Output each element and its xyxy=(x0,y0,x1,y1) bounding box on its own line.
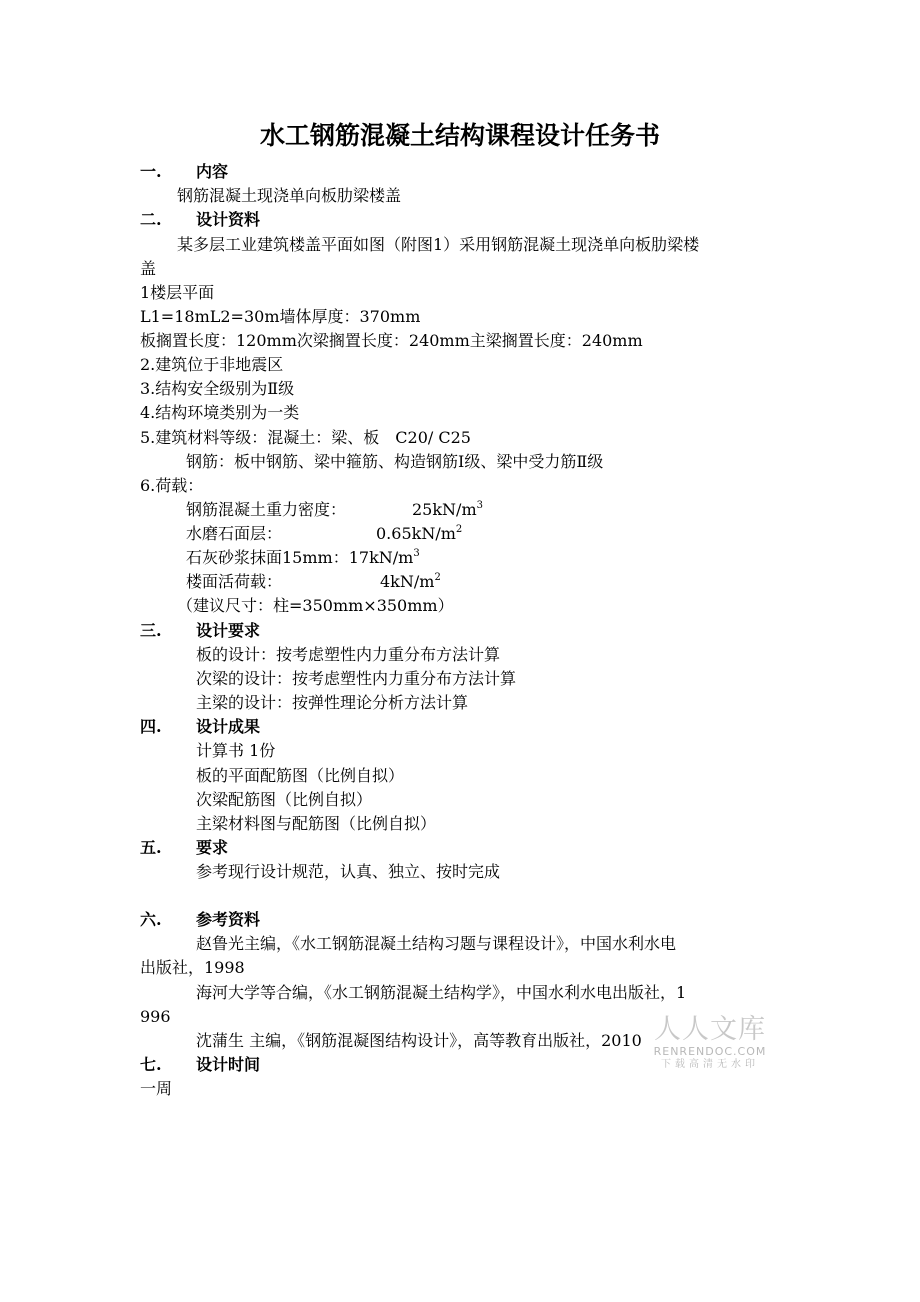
section-3-item: 次梁的设计：按考虑塑性内力重分布方法计算 xyxy=(196,669,517,688)
section-7-heading: 七. 设计时间 xyxy=(140,1055,261,1074)
load-3: 石灰砂浆抹面15mm：$17kN/m^3$ xyxy=(186,547,420,567)
section-4-item: 次梁配筋图（比例自拟） xyxy=(196,790,373,809)
watermark xyxy=(648,1015,772,1072)
section-2-heading: 二. 设计资料 xyxy=(140,210,261,229)
item-4: 4.结构环境类别为一类 xyxy=(140,403,300,422)
section-4-item: 板的平面配筋图（比例自拟） xyxy=(196,766,405,785)
reference-3: 沈蒲生 主编，《钢筋混凝图结构设计》，高等教育出版社，2010 xyxy=(196,1031,642,1050)
load-2: 水磨石面层： $0.65kN/m^2$ xyxy=(186,523,463,543)
page-title: 水工钢筋混凝土结构课程设计任务书 xyxy=(259,121,660,150)
section-6-heading: 六. 参考资料 xyxy=(140,910,261,929)
reference-1-cont: 出版社，1998 xyxy=(140,958,245,977)
item-2: 2.建筑位于非地震区 xyxy=(140,355,284,374)
item-3: 3.结构安全级别为Ⅱ级 xyxy=(140,379,295,398)
section-5-body: 参考现行设计规范，认真、独立、按时完成 xyxy=(196,862,501,881)
section-7-body: 一周 xyxy=(140,1079,173,1098)
item-5: 5.建筑材料等级：混凝土：梁、板 C20/ C25 xyxy=(140,428,471,447)
suggested-size: （建议尺寸：柱=350mm×350mm） xyxy=(177,596,454,615)
section-5-heading: 五. 要求 xyxy=(140,838,229,857)
item-1-dimensions: L1=18mL2=30m墙体厚度：370mm xyxy=(140,307,421,326)
section-2-intro-cont: 盖 xyxy=(140,259,157,278)
watermark-sub: 下载高清无水印 xyxy=(661,1059,759,1070)
section-4-item: 主梁材料图与配筋图（比例自拟） xyxy=(196,814,437,833)
section-3-heading: 三. 设计要求 xyxy=(140,621,261,640)
item-6: 6.荷载： xyxy=(140,476,204,495)
reference-1: 赵鲁光主编，《水工钢筋混凝土结构习题与课程设计》，中国水利水电 xyxy=(196,934,677,953)
section-4-heading: 四. 设计成果 xyxy=(140,717,261,736)
section-4-item: 计算书 1份 xyxy=(196,741,276,760)
watermark-url: RENRENDOC.COM xyxy=(653,1045,767,1058)
load-1: 钢筋混凝土重力密度： $25kN/m^3$ xyxy=(186,499,483,519)
item-1: 1楼层平面 xyxy=(140,283,215,302)
reference-2-cont: 996 xyxy=(140,1007,171,1026)
item-1-bearing: 板搁置长度：120mm次梁搁置长度：240mm主梁搁置长度：240mm xyxy=(140,331,643,350)
item-5-steel: 钢筋：板中钢筋、梁中箍筋、构造钢筋Ⅰ级、梁中受力筋Ⅱ级 xyxy=(186,452,604,471)
section-1-heading: 一. 内容 xyxy=(140,162,229,181)
section-2-intro: 某多层工业建筑楼盖平面如图（附图1）采用钢筋混凝土现浇单向板肋梁楼 xyxy=(177,235,700,254)
reference-2: 海河大学等合编，《水工钢筋混凝土结构学》，中国水利水电出版社，1 xyxy=(196,983,687,1002)
section-3-item: 板的设计：按考虑塑性内力重分布方法计算 xyxy=(196,645,501,664)
section-3-item: 主梁的设计：按弹性理论分析方法计算 xyxy=(196,693,469,712)
section-1-body: 钢筋混凝土现浇单向板肋梁楼盖 xyxy=(177,186,402,205)
watermark-logo: 人人文库 xyxy=(654,1014,766,1045)
load-4: 楼面活荷载： $4kN/m^2$ xyxy=(186,571,441,591)
